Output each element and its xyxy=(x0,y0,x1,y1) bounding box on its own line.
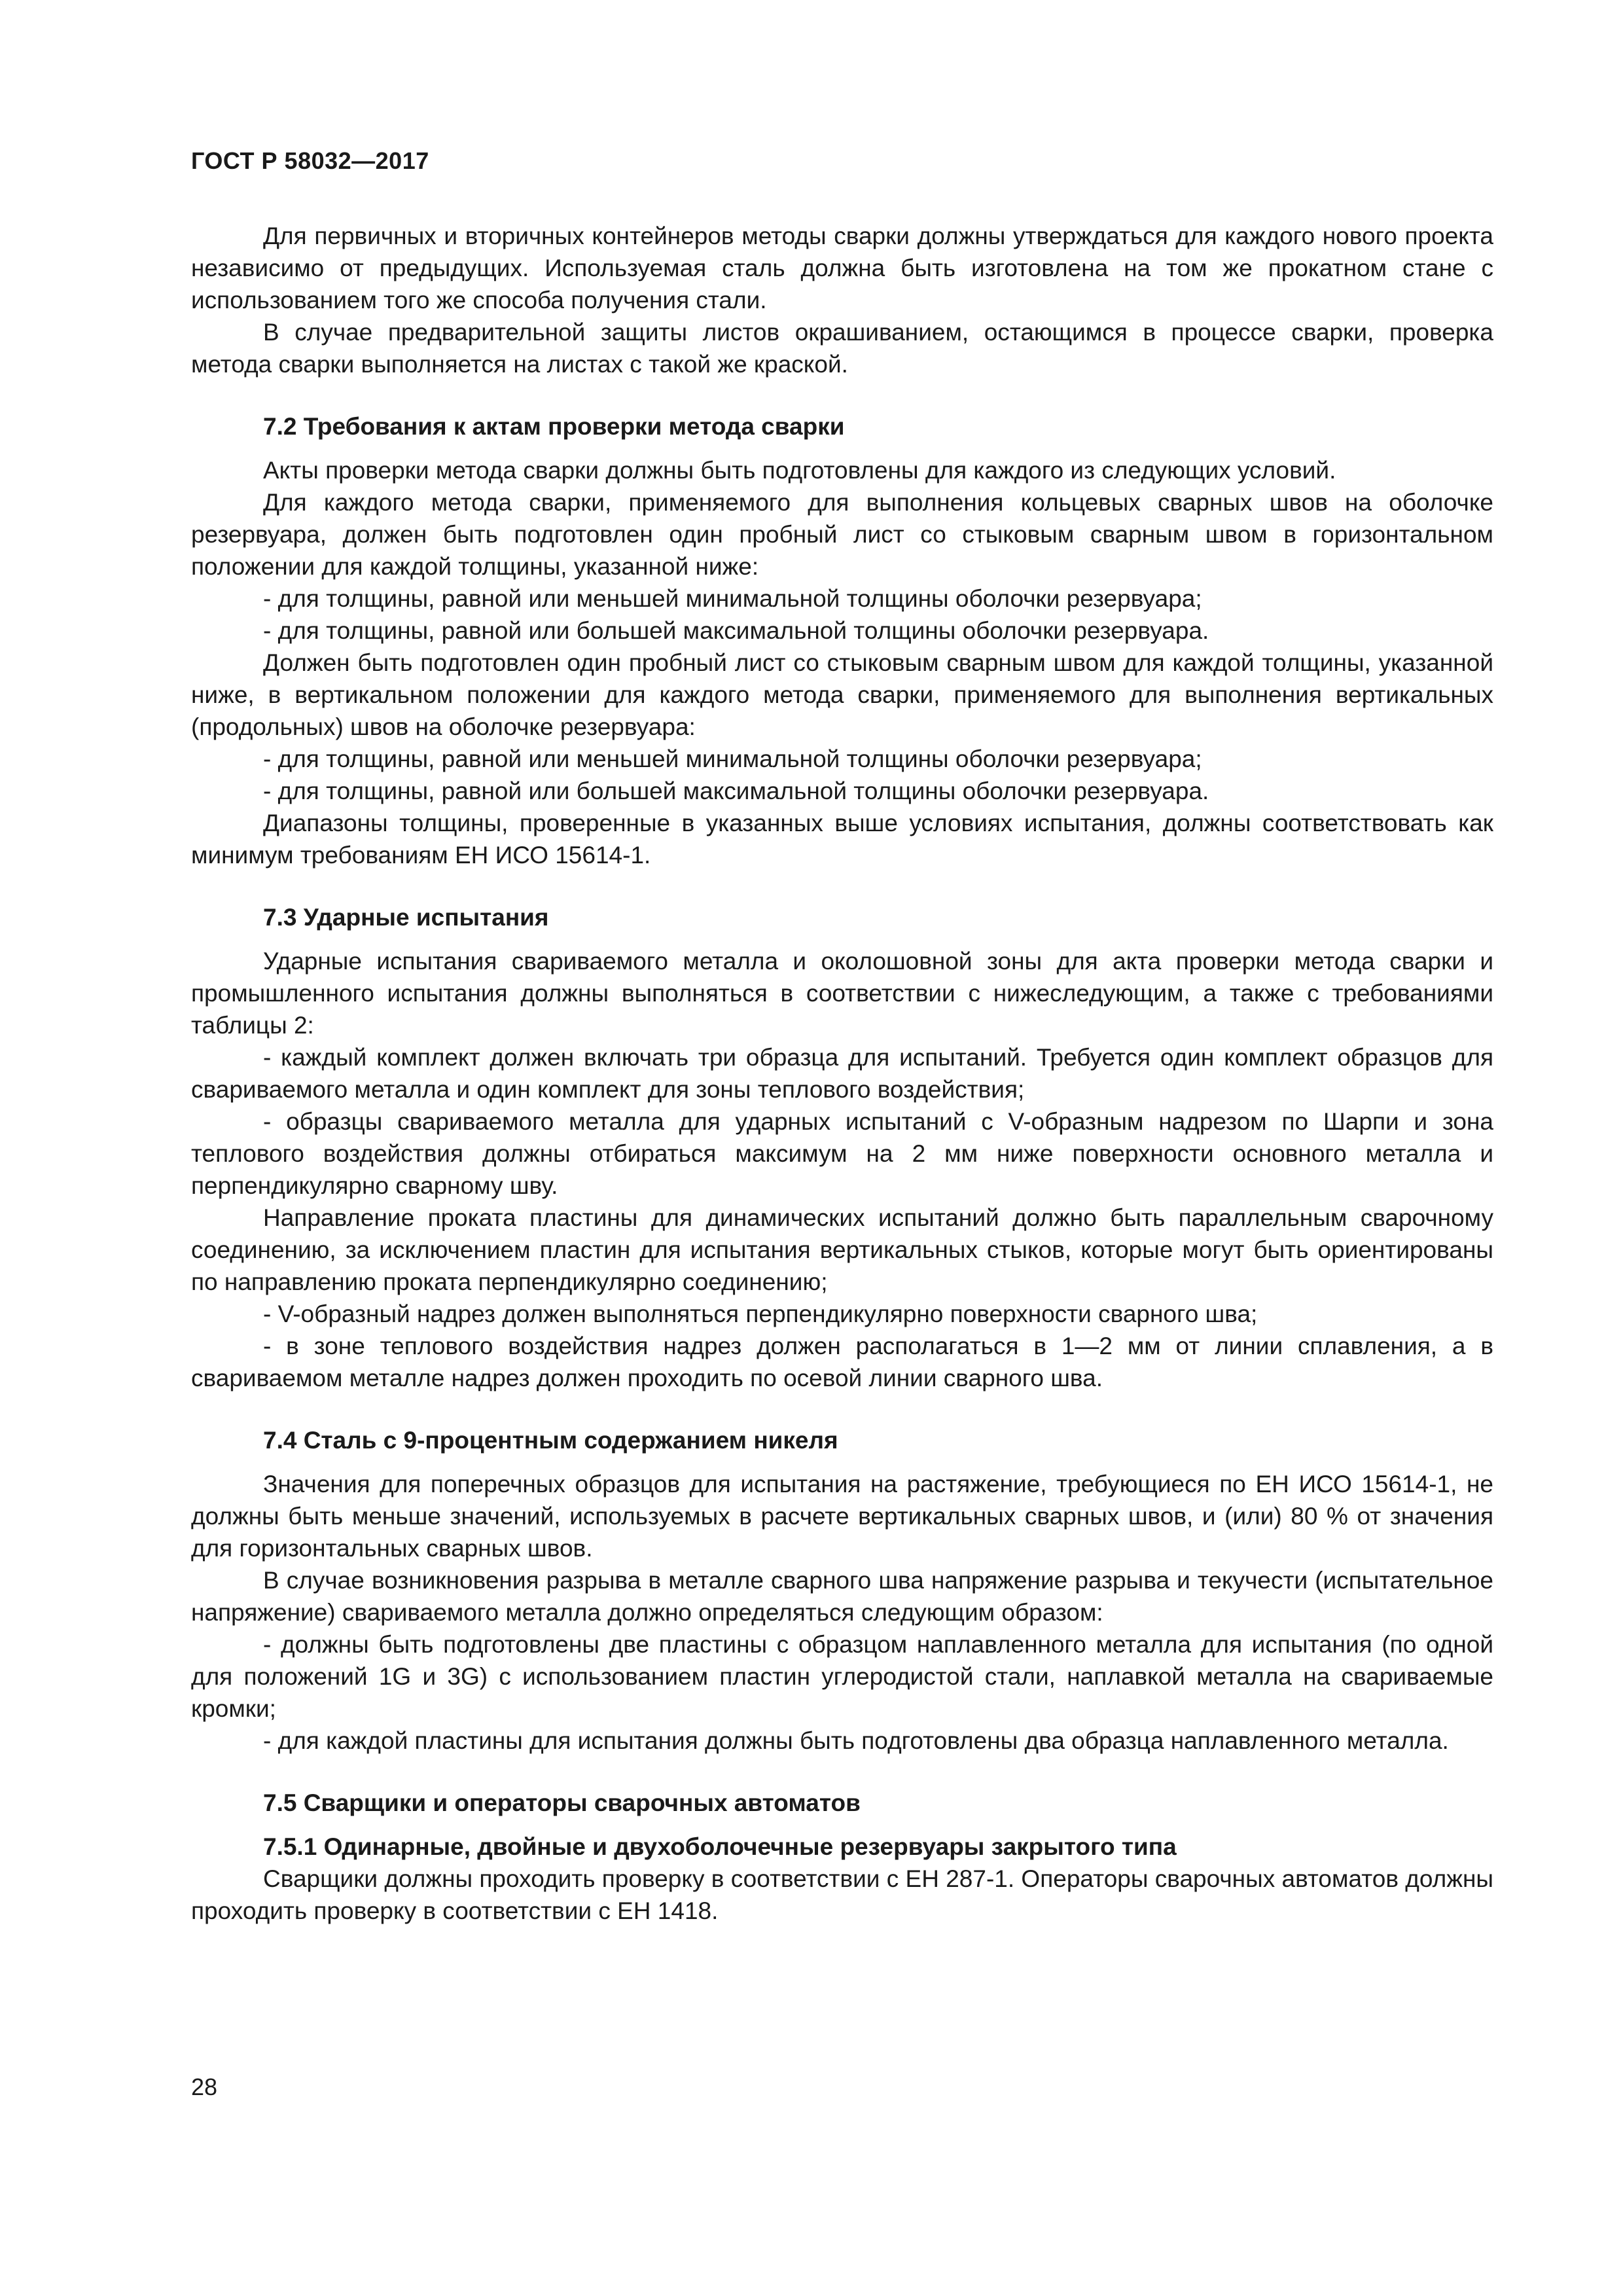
section-heading-7-3: 7.3 Ударные испытания xyxy=(263,904,549,931)
paragraph: Для каждого метода сварки, применяемого для выполнения кольцевых сварных швов на оболочке резервуара, должен быть подготовлен один пробный лист со стыковым сварным швом в горизонтальном положении для каждой толщины, указанной ниже: xyxy=(191,489,1493,580)
subsection-heading-7-5-1: 7.5.1 Одинарные, двойные и двухоболочечные резервуары закрытого типа xyxy=(263,1833,1177,1860)
paragraph: Для первичных и вторичных контейнеров методы сварки должны утверждаться для каждого нового проекта независимо от предыдущих. Используемая сталь должна быть изготовлена на том же прокатном стане с использованием того же способа получения стали. xyxy=(191,223,1493,314)
paragraph: Значения для поперечных образцов для испытания на растяжение, требующиеся по ЕН ИСО 15614-1, не должны быть меньше значений, используемых в расчете вертикальных сварных швов, и (или) 80 % от значения для горизонтальных сварных швов. xyxy=(191,1471,1493,1562)
list-item: - для каждой пластины для испытания должны быть подготовлены два образца наплавленного металла. xyxy=(263,1727,1449,1754)
page-number: 28 xyxy=(191,2073,218,2100)
paragraph: Акты проверки метода сварки должны быть подготовлены для каждого из следующих условий. xyxy=(263,457,1336,484)
section-heading-7-4: 7.4 Сталь с 9-процентным содержанием никеля xyxy=(263,1427,838,1454)
list-item: - в зоне теплового воздействия надрез должен располагаться в 1—2 мм от линии сплавления, а в свариваемом металле надрез должен проходить по осевой линии сварного шва. xyxy=(191,1333,1493,1391)
section-heading-7-5: 7.5 Сварщики и операторы сварочных автоматов xyxy=(263,1789,861,1816)
section-heading-7-2: 7.2 Требования к актам проверки метода сварки xyxy=(263,413,845,440)
list-item: - каждый комплект должен включать три образца для испытаний. Требуется один комплект образцов для свариваемого металла и один комплект для зоны теплового воздействия; xyxy=(191,1044,1493,1103)
paragraph: В случае предварительной защиты листов окрашиванием, остающимся в процессе сварки, проверка метода сварки выполняется на листах с такой же краской. xyxy=(191,319,1493,378)
paragraph: В случае возникновения разрыва в металле сварного шва напряжение разрыва и текучести (испытательное напряжение) свариваемого металла должно определяться следующим образом: xyxy=(191,1567,1493,1626)
list-item: - для толщины, равной или меньшей минимальной толщины оболочки резервуара; xyxy=(263,585,1202,612)
document-body xyxy=(191,220,1493,1927)
paragraph: Ударные испытания свариваемого металла и околошовной зоны для акта проверки метода сварки и промышленного испытания должны выполняться в соответствии с нижеследующим, а также с требованиями таблицы 2: xyxy=(191,948,1493,1039)
list-item: - для толщины, равной или большей максимальной толщины оболочки резервуара. xyxy=(263,617,1209,644)
paragraph: Сварщики должны проходить проверку в соответствии с ЕН 287-1. Операторы сварочных автоматов должны проходить проверку в соответствии с ЕН 1418. xyxy=(191,1865,1493,1924)
paragraph: Должен быть подготовлен один пробный лист со стыковым сварным швом для каждой толщины, указанной ниже, в вертикальном положении для каждого метода сварки, применяемого для выполнения вертикальных (продольных) швов на оболочке резервуара: xyxy=(191,649,1493,740)
list-item: - образцы свариваемого металла для ударных испытаний с V-образным надрезом по Шарпи и зона теплового воздействия должны отбираться максимум на 2 мм ниже поверхности основного металла и перпендикулярно сварному шву. xyxy=(191,1108,1493,1199)
list-item: - V-образный надрез должен выполняться перпендикулярно поверхности сварного шва; xyxy=(263,1300,1258,1327)
paragraph: Диапазоны толщины, проверенные в указанных выше условиях испытания, должны соответствовать как минимум требованиям ЕН ИСО 15614-1. xyxy=(191,810,1493,869)
list-item: - для толщины, равной или большей максимальной толщины оболочки резервуара. xyxy=(263,778,1209,804)
paragraph: Направление проката пластины для динамических испытаний должно быть параллельным сварочному соединению, за исключением пластин для испытания вертикальных стыков, которые могут быть ориентированы по направлению проката перпендикулярно соединению; xyxy=(191,1204,1493,1295)
list-item: - должны быть подготовлены две пластины с образцом наплавленного металла для испытания (по одной для положений 1G и 3G) с использованием пластин углеродистой стали, наплавкой металла на свариваемые кромки; xyxy=(191,1631,1493,1722)
list-item: - для толщины, равной или меньшей минимальной толщины оболочки резервуара; xyxy=(263,745,1202,772)
document-header: ГОСТ Р 58032—2017 xyxy=(191,147,429,174)
